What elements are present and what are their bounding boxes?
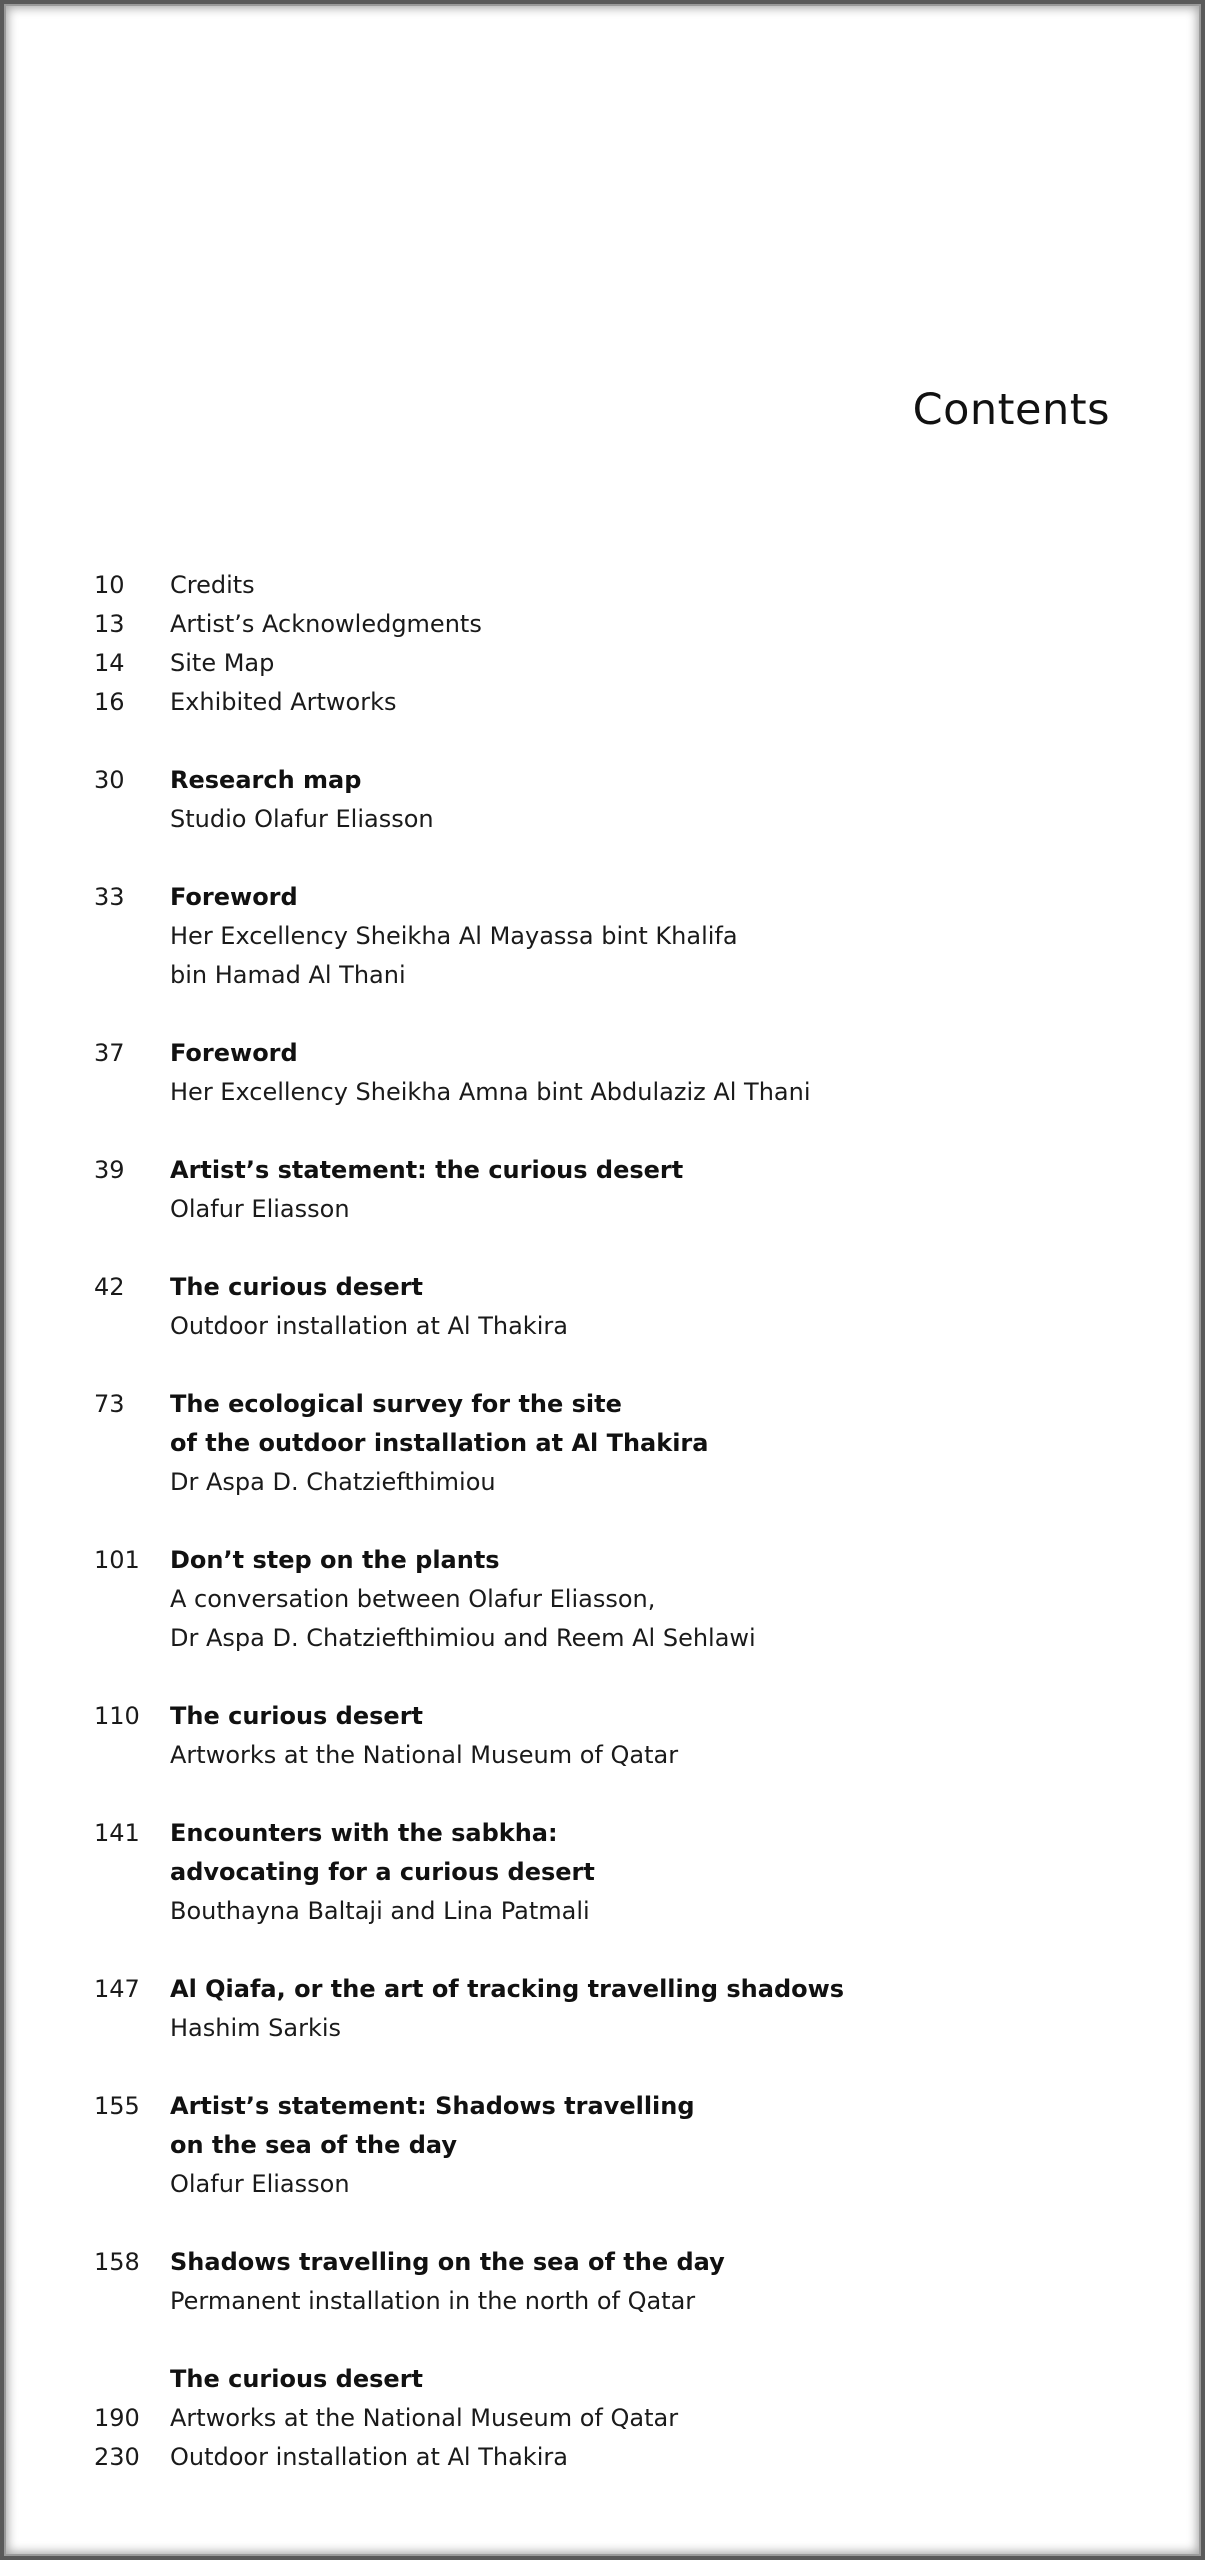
toc-entry-subtitle: Dr Aspa D. Chatziefthimiou and Reem Al Sehlawi <box>170 1624 756 1652</box>
toc-page-number <box>94 2438 170 2477</box>
toc-entry-subtitle: Olafur Eliasson <box>170 1195 350 1223</box>
toc-entry <box>94 1268 1114 1346</box>
toc-entry <box>94 683 1114 722</box>
toc-entry <box>94 878 1114 995</box>
toc-entry-subtitle: Outdoor installation at Al Thakira <box>170 1312 568 1340</box>
toc-entry-text <box>170 644 1114 683</box>
toc-entry <box>94 1697 1114 1775</box>
toc-entry-title: Artist’s statement: Shadows travelling <box>170 2092 695 2120</box>
toc-entry <box>94 605 1114 644</box>
toc-entry-text <box>170 1970 1114 2048</box>
toc-page-number-text: 16 <box>94 688 125 716</box>
toc-page-number-text: 110 <box>94 1702 140 1730</box>
toc-entry-subtitle: Studio Olafur Eliasson <box>170 805 434 833</box>
toc-page-number <box>94 1385 170 1424</box>
toc-page-number-text: 155 <box>94 2092 140 2120</box>
toc-entry-subtitle: Permanent installation in the north of Qatar <box>170 2287 696 2315</box>
toc-page-number-text: 39 <box>94 1156 125 1184</box>
toc-page-number <box>94 2087 170 2126</box>
toc-entry-subtitle: Her Excellency Sheikha Amna bint Abdulaziz Al Thani <box>170 1078 811 1106</box>
toc-entry-title: Don’t step on the plants <box>170 1546 500 1574</box>
toc-entry-subtitle: Artworks at the National Museum of Qatar <box>170 2404 679 2432</box>
toc-entry-title: Al Qiafa, or the art of tracking travelling shadows <box>170 1975 845 2003</box>
toc-entry-subtitle: A conversation between Olafur Eliasson, <box>170 1585 656 1613</box>
toc-entry-title: The curious desert <box>170 1273 424 1301</box>
toc-entry-title: Shadows travelling on the sea of the day <box>170 2248 725 2276</box>
toc-entry <box>94 2243 1114 2321</box>
toc-entry-subtitle: Credits <box>170 571 255 599</box>
toc-page-number-text: 37 <box>94 1039 125 1067</box>
toc-page-number-text: 13 <box>94 610 125 638</box>
toc-entry-title: on the sea of the day <box>170 2131 457 2159</box>
toc-entry <box>94 2360 1114 2399</box>
toc-entry-title: of the outdoor installation at Al Thakira <box>170 1429 709 1457</box>
toc-page-number-text: 10 <box>94 571 125 599</box>
toc-entry-text <box>170 1697 1114 1775</box>
toc-page-number-text: 101 <box>94 1546 140 1574</box>
toc-page-number-text: 14 <box>94 649 125 677</box>
toc-entry-title: The curious desert <box>170 2365 424 2393</box>
toc-page-number-text: 141 <box>94 1819 140 1847</box>
toc-entry-title: Artist’s statement: the curious desert <box>170 1156 684 1184</box>
toc-entry <box>94 2087 1114 2204</box>
toc-page-number-text: 73 <box>94 1390 125 1418</box>
toc-entry-title: The ecological survey for the site <box>170 1390 622 1418</box>
toc-entry-title: advocating for a curious desert <box>170 1858 595 1886</box>
toc-entry-text <box>170 1385 1114 1502</box>
toc-entry-text <box>170 761 1114 839</box>
toc-page-number-text: 230 <box>94 2443 140 2471</box>
toc-entry-title: Foreword <box>170 883 298 911</box>
toc-entry <box>94 1970 1114 2048</box>
toc-entry-title: The curious desert <box>170 1702 424 1730</box>
toc-page-number <box>94 683 170 722</box>
toc-entry-subtitle: Site Map <box>170 649 275 677</box>
toc-entry-text <box>170 2087 1114 2204</box>
toc-entry-text <box>170 566 1114 605</box>
toc-entry-subtitle: Hashim Sarkis <box>170 2014 342 2042</box>
toc-entry <box>94 1385 1114 1502</box>
toc-entry-subtitle: Her Excellency Sheikha Al Mayassa bint Khalifa <box>170 922 738 950</box>
toc-page-number <box>94 2399 170 2438</box>
toc-entry-text <box>170 2360 1114 2399</box>
toc-page-number-text: 147 <box>94 1975 140 2003</box>
toc-page-number-text: 42 <box>94 1273 125 1301</box>
toc-page-number <box>94 2360 170 2399</box>
page-title: Contents <box>912 385 1110 435</box>
toc-page-number <box>94 878 170 917</box>
toc-entry-text <box>170 683 1114 722</box>
toc-entry-text <box>170 605 1114 644</box>
toc-page-number-text <box>94 2360 170 2399</box>
toc-entry-subtitle: Bouthayna Baltaji and Lina Patmali <box>170 1897 590 1925</box>
toc-entry-text <box>170 1268 1114 1346</box>
toc-entry-text <box>170 1034 1114 1112</box>
table-of-contents <box>94 566 1114 2477</box>
toc-entry-subtitle: Outdoor installation at Al Thakira <box>170 2443 568 2471</box>
toc-entry-subtitle: Exhibited Artworks <box>170 688 397 716</box>
toc-page-number-text: 190 <box>94 2404 140 2432</box>
toc-entry-text <box>170 2399 1114 2438</box>
toc-entry-subtitle: Olafur Eliasson <box>170 2170 350 2198</box>
toc-page-number <box>94 1541 170 1580</box>
toc-entry-subtitle: Dr Aspa D. Chatziefthimiou <box>170 1468 496 1496</box>
toc-entry-text <box>170 2438 1114 2477</box>
toc-entry <box>94 1151 1114 1229</box>
toc-page-number <box>94 1151 170 1190</box>
toc-entry-subtitle: Artist’s Acknowledgments <box>170 610 482 638</box>
toc-entry-text <box>170 1151 1114 1229</box>
toc-page-number <box>94 761 170 800</box>
toc-entry <box>94 1814 1114 1931</box>
toc-page-number <box>94 1034 170 1073</box>
toc-entry-title: Encounters with the sabkha: <box>170 1819 558 1847</box>
toc-entry-title: Foreword <box>170 1039 298 1067</box>
toc-page-number <box>94 1268 170 1307</box>
toc-page-number <box>94 644 170 683</box>
toc-page-number-text: 158 <box>94 2248 140 2276</box>
toc-entry <box>94 1541 1114 1658</box>
toc-entry-text <box>170 878 1114 995</box>
toc-page-number <box>94 605 170 644</box>
toc-entry <box>94 2438 1114 2477</box>
toc-entry <box>94 644 1114 683</box>
toc-entry-text <box>170 1541 1114 1658</box>
toc-entry <box>94 566 1114 605</box>
toc-page-number <box>94 2243 170 2282</box>
toc-entry-text <box>170 1814 1114 1931</box>
toc-entry-text <box>170 2243 1114 2321</box>
toc-entry-subtitle: Artworks at the National Museum of Qatar <box>170 1741 679 1769</box>
toc-entry <box>94 2399 1114 2438</box>
toc-page-number-text: 33 <box>94 883 125 911</box>
toc-page-number <box>94 1970 170 2009</box>
toc-entry-title: Research map <box>170 766 362 794</box>
toc-page-number <box>94 1697 170 1736</box>
toc-page-number <box>94 1814 170 1853</box>
toc-page-number <box>94 566 170 605</box>
toc-entry-subtitle: bin Hamad Al Thani <box>170 961 406 989</box>
toc-entry <box>94 1034 1114 1112</box>
toc-entry <box>94 761 1114 839</box>
toc-page-number-text: 30 <box>94 766 125 794</box>
